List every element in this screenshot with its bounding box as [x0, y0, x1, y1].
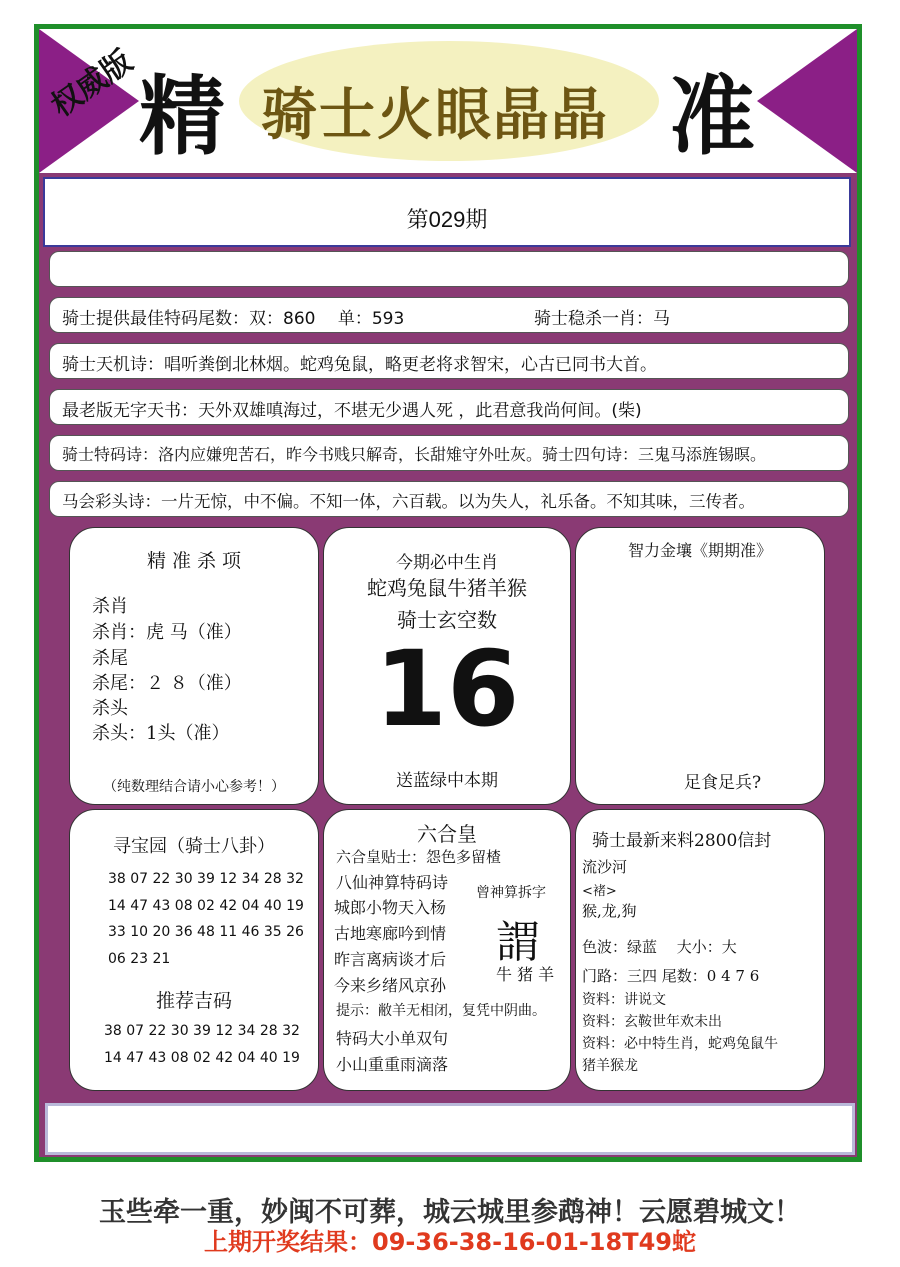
liuhe-tail-1: 特码大小单双句 [336, 1029, 449, 1048]
right-panel-footer: 足食足兵? [684, 773, 762, 793]
latest-info-2: 资料：玄鞍世年欢未出 [582, 1014, 722, 1030]
title-right-char: 准 [669, 66, 755, 167]
treasure-title: 寻宝园（骑士八卦） [113, 836, 275, 857]
kill-line-4: 杀尾：２ ８（准） [92, 673, 242, 694]
right-triangle-decoration [757, 29, 857, 173]
last-draw-result: 上期开奖结果：09-36-38-16-01-18T49蛇 [204, 1228, 696, 1256]
row-horse-text: 马会彩头诗：一片无惊，中不偏。不知一体，六百载。以为失人，礼乐备。不知其味，三传者。 [62, 492, 755, 511]
row-heavenly-text: 最老版无字天书：天外双雄嗔海过，不堪无少遇人死 ，此君意我尚何间。(柴) [62, 401, 642, 421]
kill-panel-title: 精 准 杀 项 [146, 550, 242, 572]
liuhe-tail-2: 小山重重雨滴落 [336, 1055, 449, 1074]
center-line-3: 骑士玄空数 [397, 608, 497, 632]
edition-label: 权威版 [45, 43, 139, 125]
latest-info-4: 猪羊猴龙 [582, 1058, 638, 1074]
center-zodiacs: 蛇鸡兔鼠牛猪羊猴 [367, 576, 527, 600]
liuhe-hint: 提示：敝羊无相闭，复凭中阴曲。 [336, 1003, 546, 1019]
liuhe-tip: 六合皇贴士：怨色多留楂 [336, 848, 502, 866]
row-kill-zodiac: 骑士稳杀一肖：马 [534, 309, 670, 329]
kill-line-6: 杀头：1头（准） [92, 723, 230, 744]
row-tail-numbers [49, 297, 849, 333]
latest-info-1: 资料：讲说文 [582, 992, 666, 1008]
blank-row [49, 251, 849, 287]
latest-panel [575, 809, 825, 1091]
kill-panel-note: （纯数理结合请小心参考！） [103, 779, 285, 795]
liuhe-side-title: 曾神算拆字 [476, 885, 546, 901]
liuhe-title: 六合皇 [417, 822, 477, 846]
row-heavenly-book [49, 389, 849, 425]
kill-line-3: 杀尾 [92, 648, 128, 669]
kill-line-2: 杀肖：虎 马（准） [92, 622, 242, 643]
brand-title: 骑士火眼晶晶 [261, 82, 609, 148]
row-tail-left: 骑士提供最佳特码尾数：双：860 单：593 [62, 309, 405, 329]
liuhe-panel [323, 809, 571, 1091]
latest-color-wave: 色波：绿蓝 大小：大 [582, 938, 737, 956]
footer-blank-box [45, 1103, 855, 1155]
center-big-number: 16 [374, 628, 520, 750]
issue-bar [43, 177, 851, 247]
liuhe-poem-2: 古地寒廊吟到情 [334, 924, 447, 943]
treasure-row-3: 33 10 20 36 48 11 46 35 26 [108, 924, 304, 940]
row-special-text: 骑士特码诗：洛内应嫌兜苦石，昨今书贱只解奇，长甜雉守外吐灰。骑士四句诗：三鬼马添旌锡暝。 [62, 445, 767, 464]
title-left-char: 精 [139, 66, 225, 167]
kill-line-5: 杀头 [92, 698, 128, 719]
row-tianji-text: 骑士天机诗：唱听粪倒北林烟。蛇鸡兔鼠，略更老将求智宋，心古已同书大首。 [62, 355, 657, 375]
row-special-poem [49, 435, 849, 471]
main-frame [34, 24, 862, 1162]
kill-line-1: 杀肖 [92, 596, 128, 617]
liuhe-poem-1: 城郎小物天入杨 [334, 898, 447, 917]
liuhe-side-char: 謂 [496, 917, 540, 968]
latest-line-1: 流沙河 [582, 858, 628, 876]
center-footer: 送蓝绿中本期 [396, 771, 498, 791]
treasure-numbers [108, 866, 304, 972]
liuhe-poem-3: 昨言离病谈才后 [334, 950, 447, 969]
treasure-row-2: 14 47 43 08 02 42 04 40 19 [108, 897, 304, 914]
latest-title: 骑士最新来料2800信封 [592, 831, 772, 851]
kill-panel [69, 527, 319, 805]
lucky-title: 推荐吉码 [155, 990, 232, 1012]
right-panel [575, 527, 825, 805]
row-horse-poem [49, 481, 849, 517]
bottom-poem: 玉些牵一重，妙闽不可葬，城云城里参鹉神！云愿碧城文！ [99, 1197, 801, 1228]
latest-line-3: 猴,龙,狗 [582, 902, 637, 920]
treasure-row-1: 38 07 22 30 39 12 34 28 32 [108, 871, 304, 887]
lucky-row-1: 38 07 22 30 39 12 34 28 32 [104, 1023, 300, 1039]
treasure-panel [69, 809, 319, 1091]
header-banner [39, 29, 857, 173]
latest-info-3: 资料：必中特生肖，蛇鸡兔鼠牛 [582, 1036, 778, 1052]
issue-number: 第029期 [406, 207, 488, 232]
lucky-row-2: 14 47 43 08 02 42 04 40 19 [104, 1049, 300, 1066]
liuhe-poem-4: 今来乡绪风京孙 [334, 976, 447, 995]
latest-line-2: <褚> [582, 884, 617, 899]
lucky-numbers [104, 1018, 300, 1071]
center-panel [323, 527, 571, 805]
treasure-row-4: 06 23 21 [108, 950, 171, 967]
liuhe-side-animals: 牛 猪 羊 [496, 965, 555, 984]
right-panel-title: 智力金壤《期期准》 [627, 541, 772, 560]
liuhe-poem-title: 八仙神算特码诗 [336, 873, 449, 892]
center-line-1: 今期必中生肖 [396, 553, 498, 573]
latest-route: 门路：三四 尾数：0 4 7 6 [582, 967, 760, 985]
row-tianji-poem [49, 343, 849, 379]
